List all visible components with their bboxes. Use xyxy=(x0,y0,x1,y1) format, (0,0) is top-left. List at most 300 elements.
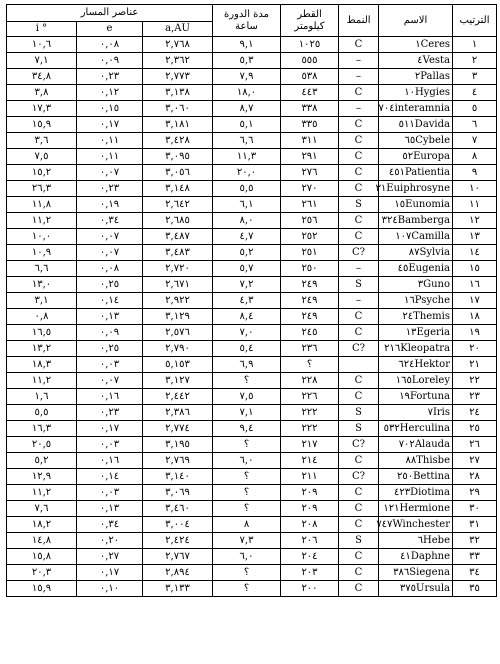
cell-eccentricity: ٠,١٦ xyxy=(77,453,143,469)
cell-eccentricity: ٠,٢٠ xyxy=(77,533,143,549)
table-row xyxy=(7,133,497,149)
asteroid-number: ٦٢٤ xyxy=(398,359,415,370)
asteroid-name: Ceres xyxy=(420,39,450,50)
asteroid-name: Diotima xyxy=(410,487,450,498)
asteroid-name: Kleopatra xyxy=(400,343,450,354)
table-row xyxy=(7,69,497,85)
cell-type: S xyxy=(339,405,379,421)
cell-rank: ٣٠ xyxy=(453,501,497,517)
cell-eccentricity: ٠,٢٣ xyxy=(77,181,143,197)
cell-period: ٥,٧ xyxy=(213,261,281,277)
cell-semimajor-axis: ٣,٠٩٥ xyxy=(143,149,213,165)
asteroid-name: Loreley xyxy=(411,375,450,386)
cell-period: ١٨,٠ xyxy=(213,85,281,101)
cell-rank: ١٧ xyxy=(453,293,497,309)
cell-semimajor-axis: ٣,١٢٧ xyxy=(143,373,213,389)
header-name: الاسم xyxy=(379,5,453,37)
asteroid-table-body xyxy=(7,37,497,597)
cell-inclination: ٠,٨ xyxy=(7,309,77,325)
cell-semimajor-axis: ٢,٧٩٠ xyxy=(143,341,213,357)
asteroid-number: ٥٣٢ xyxy=(383,423,400,434)
asteroid-name: Bamberga xyxy=(397,215,450,226)
table-row xyxy=(7,229,497,245)
cell-period: ٤,٧ xyxy=(213,229,281,245)
table-row xyxy=(7,277,497,293)
asteroid-name: Alauda xyxy=(414,439,450,450)
cell-type: C xyxy=(339,485,379,501)
cell-semimajor-axis: ٣,٠٦٠ xyxy=(143,101,213,117)
asteroid-number: ٢١٦ xyxy=(384,343,401,354)
asteroid-number: ٥٢ xyxy=(402,151,414,162)
cell-eccentricity: ٠,٣٤ xyxy=(77,213,143,229)
cell-name xyxy=(379,85,453,101)
cell-diameter: ؟ xyxy=(281,357,339,373)
cell-inclination: ١٨,٢ xyxy=(7,517,77,533)
cell-diameter: ٢٠٠ xyxy=(281,581,339,597)
cell-inclination: ١٥,٢ xyxy=(7,165,77,181)
cell-rank: ٣ xyxy=(453,69,497,85)
cell-period: ٧,٩ xyxy=(213,69,281,85)
table-row xyxy=(7,245,497,261)
cell-name xyxy=(379,53,453,69)
asteroid-name: Davida xyxy=(414,119,450,130)
cell-eccentricity: ٠,٠٨ xyxy=(77,261,143,277)
cell-name xyxy=(379,149,453,165)
cell-name xyxy=(379,325,453,341)
table-row xyxy=(7,501,497,517)
cell-period: ٨,٠ xyxy=(213,213,281,229)
cell-type: S xyxy=(339,421,379,437)
cell-name xyxy=(379,165,453,181)
cell-rank: ٢٨ xyxy=(453,469,497,485)
asteroid-number: ٤١ xyxy=(400,551,411,562)
cell-diameter: ٢٤٥ xyxy=(281,325,339,341)
cell-inclination: ١٥,٩ xyxy=(7,581,77,597)
cell-name xyxy=(379,533,453,549)
cell-diameter: ٢٥١ xyxy=(281,245,339,261)
cell-type: C xyxy=(339,181,379,197)
cell-name xyxy=(379,421,453,437)
cell-period: ٦,٩ xyxy=(213,357,281,373)
cell-semimajor-axis: ٣,٤٦٠ xyxy=(143,501,213,517)
cell-eccentricity: ٠,٢٣ xyxy=(77,405,143,421)
cell-semimajor-axis: ٢,٨٩٤ xyxy=(143,565,213,581)
cell-rank: ١٤ xyxy=(453,245,497,261)
cell-rank: ٦ xyxy=(453,117,497,133)
asteroid-name: Hygies xyxy=(414,87,450,98)
cell-period: ٦,٦ xyxy=(213,133,281,149)
cell-type: C? xyxy=(339,437,379,453)
asteroid-name: Siegena xyxy=(409,567,450,578)
cell-name xyxy=(379,69,453,85)
cell-period: ١١,٣ xyxy=(213,149,281,165)
cell-semimajor-axis: ٣,٤٢٨ xyxy=(143,133,213,149)
asteroid-number: ٧ xyxy=(427,407,433,418)
cell-type: C? xyxy=(339,469,379,485)
cell-type: C xyxy=(339,229,379,245)
cell-name xyxy=(379,229,453,245)
cell-rank: ٥ xyxy=(453,101,497,117)
cell-rank: ٤ xyxy=(453,85,497,101)
asteroid-name: Patientia xyxy=(405,167,450,178)
cell-semimajor-axis: ٢,٣٨٦ xyxy=(143,405,213,421)
cell-period: ٧,١ xyxy=(213,405,281,421)
cell-period: ٩,٤ xyxy=(213,421,281,437)
cell-period: ؟ xyxy=(213,501,281,517)
cell-eccentricity: ٠,٢٥ xyxy=(77,277,143,293)
cell-diameter: ٢٥٦ xyxy=(281,213,339,229)
cell-diameter: ٣٣٨ xyxy=(281,101,339,117)
cell-eccentricity: ٠,١٦ xyxy=(77,389,143,405)
cell-inclination: ١٦,٥ xyxy=(7,325,77,341)
cell-period: ؟ xyxy=(213,373,281,389)
cell-diameter: ٢٢٨ xyxy=(281,373,339,389)
table-row xyxy=(7,117,497,133)
table-row xyxy=(7,101,497,117)
cell-inclination: ١٢,٩ xyxy=(7,469,77,485)
cell-eccentricity: ٠,٠٩ xyxy=(77,325,143,341)
cell-name xyxy=(379,101,453,117)
table-row xyxy=(7,213,497,229)
cell-eccentricity: ٠,١١ xyxy=(77,133,143,149)
cell-semimajor-axis: ٢,٧٧٤ xyxy=(143,421,213,437)
cell-type: C xyxy=(339,373,379,389)
cell-name xyxy=(379,277,453,293)
table-row xyxy=(7,341,497,357)
cell-rank: ١٣ xyxy=(453,229,497,245)
cell-diameter: ٢٠٩ xyxy=(281,501,339,517)
header-inclination: i ° xyxy=(7,22,77,37)
cell-period: ٥,٤ xyxy=(213,341,281,357)
cell-name xyxy=(379,405,453,421)
cell-eccentricity: ٠,٢٣ xyxy=(77,69,143,85)
cell-semimajor-axis: ٣,١٨١ xyxy=(143,117,213,133)
asteroid-number: ١٣ xyxy=(405,327,417,338)
cell-name xyxy=(379,453,453,469)
asteroid-number: ٢ xyxy=(414,71,421,82)
cell-period: ٦,٠ xyxy=(213,453,281,469)
asteroid-number: ٦ xyxy=(417,535,424,546)
asteroid-name: Fortuna xyxy=(409,391,450,402)
cell-diameter: ٢٢٦ xyxy=(281,389,339,405)
cell-type: – xyxy=(339,261,379,277)
cell-rank: ٢٩ xyxy=(453,485,497,501)
table-row xyxy=(7,197,497,213)
cell-semimajor-axis: ٢,٧٦٧ xyxy=(143,549,213,565)
cell-eccentricity: ٠,٠٣ xyxy=(77,437,143,453)
cell-eccentricity: ٠,٠٧ xyxy=(77,165,143,181)
cell-diameter: ٢٥٠ xyxy=(281,261,339,277)
asteroid-name: Eugenia xyxy=(408,263,450,274)
cell-period: ٨,٤ xyxy=(213,309,281,325)
cell-name xyxy=(379,469,453,485)
table-row xyxy=(7,517,497,533)
asteroid-name: Hermione xyxy=(399,503,450,514)
asteroid-name: Psyche xyxy=(414,295,450,306)
table-row xyxy=(7,325,497,341)
asteroid-table xyxy=(6,4,497,597)
table-row xyxy=(7,357,497,373)
cell-inclination: ٣,١ xyxy=(7,293,77,309)
cell-diameter: ٢٠٣ xyxy=(281,565,339,581)
table-row xyxy=(7,293,497,309)
asteroid-number: ١٥ xyxy=(394,199,406,210)
cell-period: ٥,١ xyxy=(213,117,281,133)
asteroid-name: Camilla xyxy=(411,231,450,242)
asteroid-name: Guno xyxy=(423,279,450,290)
asteroid-name: Pallas xyxy=(420,71,450,82)
cell-semimajor-axis: ٣,١٣٣ xyxy=(143,581,213,597)
asteroid-number: ١٠٧ xyxy=(395,231,412,242)
cell-name xyxy=(379,213,453,229)
cell-semimajor-axis: ٢,٩٢٢ xyxy=(143,293,213,309)
cell-period: ٦,٠ xyxy=(213,549,281,565)
cell-type: S xyxy=(339,277,379,293)
cell-period: ٥,٣ xyxy=(213,53,281,69)
cell-semimajor-axis: ٣,١٢٩ xyxy=(143,309,213,325)
cell-name xyxy=(379,549,453,565)
asteroid-name: Iris xyxy=(432,407,450,418)
table-row xyxy=(7,373,497,389)
cell-type: S xyxy=(339,197,379,213)
cell-semimajor-axis: ٥,١٥٣ xyxy=(143,357,213,373)
cell-rank: ٢٤ xyxy=(453,405,497,421)
cell-name xyxy=(379,117,453,133)
cell-semimajor-axis: ٢,٧٦٨ xyxy=(143,37,213,53)
cell-period: ٨ xyxy=(213,517,281,533)
cell-inclination: ١٨,٣ xyxy=(7,357,77,373)
cell-type: C xyxy=(339,389,379,405)
cell-semimajor-axis: ٣,١٤٠ xyxy=(143,469,213,485)
cell-type: C? xyxy=(339,245,379,261)
cell-semimajor-axis: ٣,٠٥٦ xyxy=(143,165,213,181)
cell-type: C xyxy=(339,85,379,101)
cell-type: – xyxy=(339,293,379,309)
cell-type: C xyxy=(339,213,379,229)
header-diameter xyxy=(281,5,339,37)
cell-rank: ٢ xyxy=(453,53,497,69)
header-period xyxy=(213,5,281,37)
cell-type: C xyxy=(339,565,379,581)
cell-type: C xyxy=(339,453,379,469)
cell-period: ٥,٥ xyxy=(213,181,281,197)
cell-type: C xyxy=(339,133,379,149)
cell-eccentricity: ٠,١٣ xyxy=(77,501,143,517)
cell-rank: ٨ xyxy=(453,149,497,165)
asteroid-number: ٤٢٣ xyxy=(393,487,411,498)
cell-inclination: ١٦,٣ xyxy=(7,421,77,437)
cell-inclination: ٦,٦ xyxy=(7,261,77,277)
cell-inclination: ١٠,٠ xyxy=(7,229,77,245)
cell-eccentricity: ٠,١٧ xyxy=(77,421,143,437)
cell-diameter: ٣٣٥ xyxy=(281,117,339,133)
cell-inclination: ٥,٢ xyxy=(7,453,77,469)
cell-name xyxy=(379,373,453,389)
cell-eccentricity: ٠,١٢ xyxy=(77,85,143,101)
cell-diameter: ٢٧٠ xyxy=(281,181,339,197)
cell-inclination: ٧,٥ xyxy=(7,149,77,165)
cell-semimajor-axis: ٣,٠٠٤ xyxy=(143,517,213,533)
cell-rank: ٧ xyxy=(453,133,497,149)
cell-eccentricity: ٠,٠٧ xyxy=(77,229,143,245)
asteroid-number: ٤ xyxy=(417,55,423,66)
asteroid-number: ١٩ xyxy=(399,391,410,402)
asteroid-number: ٢٤ xyxy=(402,311,414,322)
cell-rank: ٣٤ xyxy=(453,565,497,581)
cell-semimajor-axis: ٢,٤٤٢ xyxy=(143,389,213,405)
cell-name xyxy=(379,341,453,357)
cell-diameter: ٢٠٤ xyxy=(281,549,339,565)
cell-diameter: ٢١٤ xyxy=(281,453,339,469)
cell-inclination: ٢٠,٣ xyxy=(7,565,77,581)
cell-semimajor-axis: ٢,٧٧٣ xyxy=(143,69,213,85)
header-semimajor-axis: a,AU xyxy=(143,22,213,37)
cell-semimajor-axis: ٢,٣٦٢ xyxy=(143,53,213,69)
asteroid-number: ٧٠٢ xyxy=(398,439,415,450)
asteroid-number: ٤٥١ xyxy=(388,167,405,178)
table-row xyxy=(7,469,497,485)
asteroid-number: ٣١ xyxy=(375,183,387,194)
asteroid-number: ٦٥ xyxy=(404,135,416,146)
cell-period: ؟ xyxy=(213,565,281,581)
cell-name xyxy=(379,485,453,501)
cell-inclination: ١٠,٦ xyxy=(7,37,77,53)
cell-period: ٩,١ xyxy=(213,37,281,53)
cell-diameter: ٢٤٩ xyxy=(281,293,339,309)
asteroid-name: Themis xyxy=(413,311,450,322)
cell-semimajor-axis: ٢,٧٦٩ xyxy=(143,453,213,469)
asteroid-number: ١٢١ xyxy=(383,503,400,514)
cell-inclination: ١١,٨ xyxy=(7,197,77,213)
cell-rank: ١٥ xyxy=(453,261,497,277)
cell-type: C xyxy=(339,117,379,133)
table-row xyxy=(7,261,497,277)
cell-diameter: ٢٤٩ xyxy=(281,277,339,293)
cell-name xyxy=(379,133,453,149)
cell-type: C xyxy=(339,549,379,565)
cell-eccentricity: ٠,١٩ xyxy=(77,197,143,213)
header-eccentricity: e xyxy=(77,22,143,37)
cell-inclination: ١٧,٣ xyxy=(7,101,77,117)
cell-rank: ٢٦ xyxy=(453,437,497,453)
cell-inclination: ٧,٦ xyxy=(7,501,77,517)
asteroid-name: Hebe xyxy=(423,535,450,546)
cell-diameter: ٢٠٦ xyxy=(281,533,339,549)
cell-type: C xyxy=(339,581,379,597)
table-row xyxy=(7,37,497,53)
cell-rank: ٣٢ xyxy=(453,533,497,549)
cell-inclination: ١٥,٨ xyxy=(7,549,77,565)
cell-name xyxy=(375,181,453,197)
asteroid-name: Bettina xyxy=(413,471,450,482)
cell-type: C xyxy=(339,325,379,341)
cell-diameter: ٣١١ xyxy=(281,133,339,149)
asteroid-name: Vesta xyxy=(422,55,450,66)
asteroid-name: Eunomia xyxy=(405,199,450,210)
table-row xyxy=(7,389,497,405)
cell-eccentricity: ٠,١٧ xyxy=(77,565,143,581)
cell-semimajor-axis: ٢,٥٧٦ xyxy=(143,325,213,341)
cell-period: ٧,٣ xyxy=(213,533,281,549)
asteroid-name: Euiphrosyne xyxy=(386,183,450,194)
cell-name xyxy=(379,565,453,581)
cell-period: ٧,٠ xyxy=(213,325,281,341)
cell-period: ؟ xyxy=(213,581,281,597)
table-row xyxy=(7,181,497,197)
header-diameter-label: القطر xyxy=(297,8,322,20)
cell-rank: ١ xyxy=(453,37,497,53)
cell-name xyxy=(379,197,453,213)
header-rank: الترتيب xyxy=(453,5,497,37)
cell-diameter: ٢٠٨ xyxy=(281,517,339,533)
cell-rank: ٢١ xyxy=(453,357,497,373)
cell-type: C xyxy=(339,37,379,53)
asteroid-name: Europa xyxy=(413,151,450,162)
cell-period: ٥,٢ xyxy=(213,245,281,261)
header-type: النمط xyxy=(339,5,379,37)
cell-name xyxy=(379,293,453,309)
cell-diameter: ٢٤٩ xyxy=(281,309,339,325)
cell-semimajor-axis: ٣,١٣٨ xyxy=(143,85,213,101)
cell-period: ٨,٧ xyxy=(213,101,281,117)
cell-diameter: ٢٥٢ xyxy=(281,229,339,245)
table-row xyxy=(7,565,497,581)
asteroid-number: ٨٧ xyxy=(408,247,420,258)
cell-name xyxy=(379,261,453,277)
asteroid-name: Sylvia xyxy=(419,247,450,258)
cell-inclination: ١٤,٨ xyxy=(7,533,77,549)
table-row xyxy=(7,149,497,165)
cell-type: – xyxy=(339,53,379,69)
cell-semimajor-axis: ٢,٦٤٢ xyxy=(143,197,213,213)
cell-rank: ٢٧ xyxy=(453,453,497,469)
asteroid-number: ٣٨٦ xyxy=(393,567,410,578)
cell-semimajor-axis: ٣,٠٦٩ xyxy=(143,485,213,501)
cell-semimajor-axis: ٣,٤٨٧ xyxy=(143,229,213,245)
cell-eccentricity: ٠,١٧ xyxy=(77,117,143,133)
cell-type: C xyxy=(339,309,379,325)
cell-inclination: ٧,١ xyxy=(7,53,77,69)
cell-eccentricity: ٠,٣٤ xyxy=(77,517,143,533)
cell-type: C xyxy=(339,149,379,165)
cell-rank: ١٩ xyxy=(453,325,497,341)
cell-name xyxy=(379,309,453,325)
cell-type xyxy=(339,357,379,373)
asteroid-number: ٣٧٥ xyxy=(399,583,417,594)
asteroid-number: ٢٥٠ xyxy=(396,471,414,482)
asteroid-number: ١٦٥ xyxy=(395,375,412,386)
cell-rank: ١١ xyxy=(453,197,497,213)
cell-diameter: ٥٥٥ xyxy=(281,53,339,69)
cell-semimajor-axis: ٣,١٩٥ xyxy=(143,437,213,453)
cell-period: ٢٠,٠ xyxy=(213,165,281,181)
asteroid-number: ١٠ xyxy=(404,87,415,98)
cell-name xyxy=(379,437,453,453)
table-row xyxy=(7,421,497,437)
table-row xyxy=(7,405,497,421)
cell-eccentricity: ٠,١١ xyxy=(77,149,143,165)
cell-name xyxy=(379,389,453,405)
cell-period: ؟ xyxy=(213,469,281,485)
cell-eccentricity: ٠,٠٨ xyxy=(77,37,143,53)
cell-inclination: ١٥,٩ xyxy=(7,117,77,133)
cell-period: ٦,١ xyxy=(213,197,281,213)
cell-rank: ١٢ xyxy=(453,213,497,229)
cell-semimajor-axis: ٢,٦٧١ xyxy=(143,277,213,293)
cell-semimajor-axis: ٣,١٤٨ xyxy=(143,181,213,197)
asteroid-number: ٥١١ xyxy=(398,119,415,130)
cell-inclination: ٢٦,٣ xyxy=(7,181,77,197)
